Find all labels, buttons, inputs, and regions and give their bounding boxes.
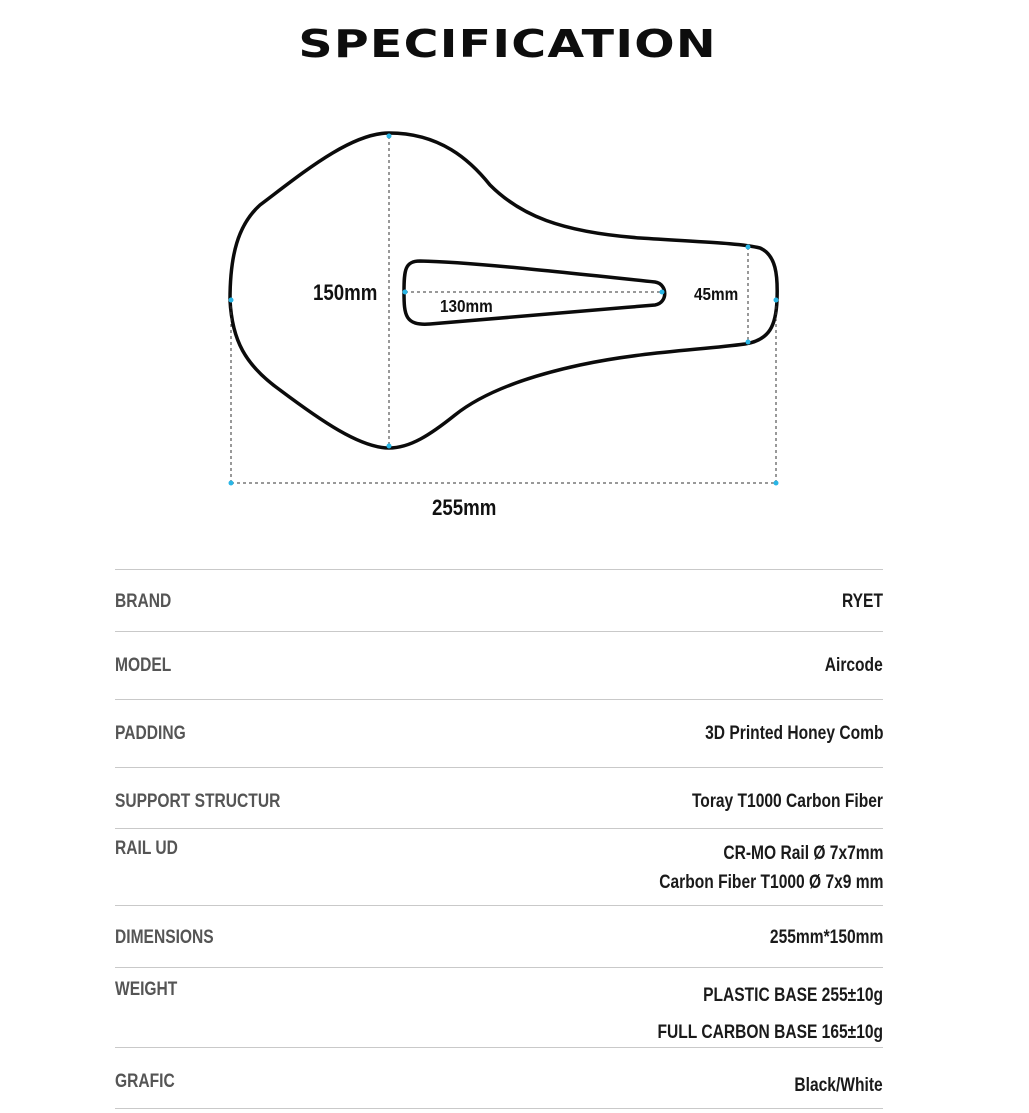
spec-row-dimensions xyxy=(115,905,883,967)
length-dimension-label: 255mm xyxy=(432,496,497,521)
dimension-markers xyxy=(229,134,779,486)
spec-label: PADDING xyxy=(115,723,186,744)
spec-row-model xyxy=(115,631,883,699)
spec-value: 255mm*150mm xyxy=(769,927,883,948)
spec-value: PLASTIC BASE 255±10g xyxy=(703,985,883,1006)
spec-label: BRAND xyxy=(115,591,172,612)
spec-label: WEIGHT xyxy=(115,979,178,1000)
spec-value: Toray T1000 Carbon Fiber xyxy=(691,791,883,812)
spec-row-padding xyxy=(115,699,883,767)
spec-label: MODEL xyxy=(115,655,172,676)
width-dimension-label: 150mm xyxy=(313,281,378,306)
spec-label: GRAFIC xyxy=(115,1071,175,1092)
spec-label: RAIL UD xyxy=(115,838,178,859)
page-title: SPECIFICATION xyxy=(298,22,717,66)
nose-width-label: 45mm xyxy=(694,283,739,305)
spec-row-rail xyxy=(115,828,883,905)
spec-row-grafic xyxy=(115,1047,883,1109)
spec-value: Carbon Fiber T1000 Ø 7x9 mm xyxy=(658,872,883,893)
spec-label: SUPPORT STRUCTUR xyxy=(115,791,281,812)
spec-value: CR-MO Rail Ø 7x7mm xyxy=(722,843,883,864)
spec-value: RYET xyxy=(842,591,883,612)
cutout-length-label: 130mm xyxy=(440,295,493,317)
spec-value: Aircode xyxy=(824,655,883,676)
spec-value: FULL CARBON BASE 165±10g xyxy=(657,1022,883,1043)
spec-table xyxy=(115,569,883,1109)
spec-label: DIMENSIONS xyxy=(115,927,214,948)
spec-row-brand xyxy=(115,569,883,631)
spec-row-weight xyxy=(115,967,883,1047)
spec-value: Black/White xyxy=(794,1075,883,1096)
dimension-lines xyxy=(231,136,776,483)
spec-value: 3D Printed Honey Comb xyxy=(704,723,883,744)
spec-row-support-structure xyxy=(115,767,883,828)
